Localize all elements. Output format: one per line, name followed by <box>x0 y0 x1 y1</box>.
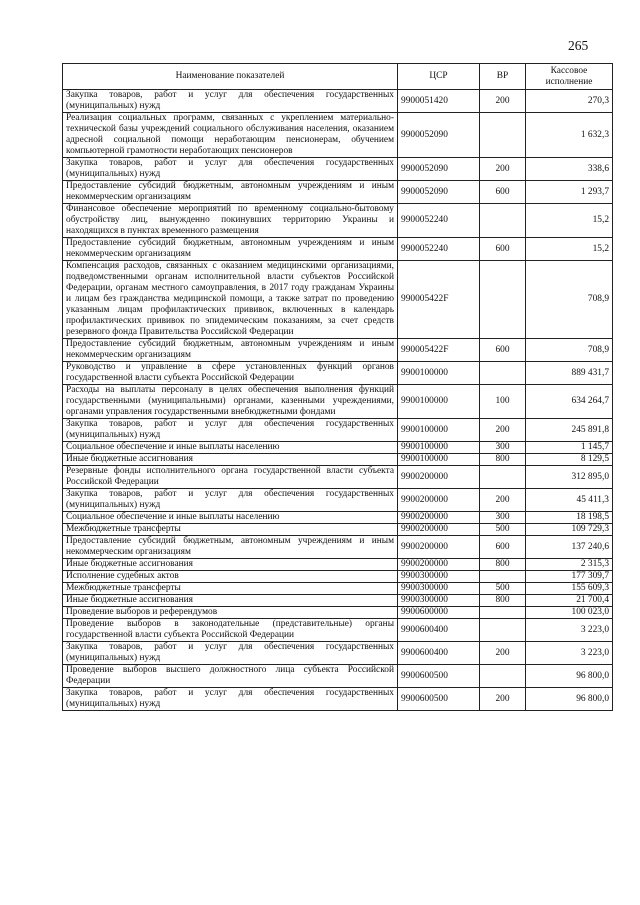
row-amount: 270,3 <box>526 90 613 113</box>
row-vr <box>480 607 526 619</box>
row-csr: 9900200000 <box>398 489 480 512</box>
row-amount: 1 145,7 <box>526 442 613 454</box>
row-amount: 245 891,8 <box>526 419 613 442</box>
page-number: 265 <box>568 38 589 53</box>
row-amount: 137 240,6 <box>526 536 613 559</box>
row-vr: 200 <box>480 90 526 113</box>
row-amount: 18 198,5 <box>526 512 613 524</box>
row-vr <box>480 665 526 688</box>
row-vr: 200 <box>480 158 526 181</box>
row-vr: 300 <box>480 512 526 524</box>
row-name: Иные бюджетные ассигнования <box>63 595 398 607</box>
row-csr: 9900300000 <box>398 583 480 595</box>
row-csr: 9900052090 <box>398 181 480 204</box>
table-row <box>63 524 613 536</box>
table-row <box>63 642 613 665</box>
row-vr: 200 <box>480 419 526 442</box>
row-vr: 100 <box>480 385 526 419</box>
row-csr: 9900200000 <box>398 466 480 489</box>
table-row <box>63 442 613 454</box>
row-amount: 312 895,0 <box>526 466 613 489</box>
table-row <box>63 385 613 419</box>
table-body <box>63 90 613 711</box>
table-row <box>63 158 613 181</box>
budget-execution-table <box>62 63 613 711</box>
table-row <box>63 181 613 204</box>
table-row <box>63 583 613 595</box>
row-csr: 9900600000 <box>398 607 480 619</box>
row-csr: 9900100000 <box>398 419 480 442</box>
row-name: Иные бюджетные ассигнования <box>63 559 398 571</box>
row-name: Предоставление субсидий бюджетным, автономным учреждениям и иным некоммерческим организациям <box>63 536 398 559</box>
table-row <box>63 362 613 385</box>
table-row <box>63 204 613 238</box>
row-vr: 800 <box>480 559 526 571</box>
row-csr: 9900052090 <box>398 113 480 158</box>
row-vr: 600 <box>480 181 526 204</box>
row-csr: 9900200000 <box>398 524 480 536</box>
row-name: Руководство и управление в сфере установленных функций органов государственной власти субъекта Российской Федерации <box>63 362 398 385</box>
row-name: Закупка товаров, работ и услуг для обеспечения государственных (муниципальных) нужд <box>63 489 398 512</box>
row-name: Социальное обеспечение и иные выплаты населению <box>63 442 398 454</box>
row-vr <box>480 113 526 158</box>
row-csr: 9900052240 <box>398 238 480 261</box>
row-csr: 9900100000 <box>398 385 480 419</box>
table-row <box>63 536 613 559</box>
table-row <box>63 466 613 489</box>
row-vr <box>480 362 526 385</box>
row-vr: 500 <box>480 524 526 536</box>
row-csr: 9900200000 <box>398 512 480 524</box>
table-row <box>63 665 613 688</box>
row-name: Реализация социальных программ, связанных с укреплением материально-технической базы учреждений социального обслуживания населения, оказанием адресной социальной помощи неработающим пенсионерам, обучением компьютерной грамотности неработающих пенсионеров <box>63 113 398 158</box>
row-vr: 800 <box>480 595 526 607</box>
row-name: Закупка товаров, работ и услуг для обеспечения государственных (муниципальных) нужд <box>63 90 398 113</box>
row-name: Закупка товаров, работ и услуг для обеспечения государственных (муниципальных) нужд <box>63 688 398 711</box>
row-amount: 155 609,3 <box>526 583 613 595</box>
row-amount: 96 800,0 <box>526 665 613 688</box>
row-name: Закупка товаров, работ и услуг для обеспечения государственных (муниципальных) нужд <box>63 419 398 442</box>
row-vr: 600 <box>480 238 526 261</box>
table-row <box>63 559 613 571</box>
row-amount: 45 411,3 <box>526 489 613 512</box>
table-row <box>63 571 613 583</box>
row-vr: 200 <box>480 642 526 665</box>
header-amount: Кассовое исполнение <box>526 64 613 90</box>
row-name: Финансовое обеспечение мероприятий по временному социально-бытовому обустройству лиц, вынужденно покинувших территорию Украины и находящихся в пунктах временного размещения <box>63 204 398 238</box>
row-amount: 21 700,4 <box>526 595 613 607</box>
row-csr: 9900052240 <box>398 204 480 238</box>
row-name: Межбюджетные трансферты <box>63 583 398 595</box>
row-name: Межбюджетные трансферты <box>63 524 398 536</box>
row-csr: 990005422F <box>398 339 480 362</box>
row-name: Предоставление субсидий бюджетным, автономным учреждениям и иным некоммерческим организациям <box>63 238 398 261</box>
row-csr: 9900600400 <box>398 619 480 642</box>
table-header-row <box>63 64 613 90</box>
row-amount: 109 729,3 <box>526 524 613 536</box>
table-row <box>63 688 613 711</box>
row-vr <box>480 571 526 583</box>
table-row <box>63 607 613 619</box>
row-name: Закупка товаров, работ и услуг для обеспечения государственных (муниципальных) нужд <box>63 158 398 181</box>
row-csr: 9900100000 <box>398 454 480 466</box>
row-amount: 15,2 <box>526 238 613 261</box>
table-row <box>63 595 613 607</box>
row-name: Предоставление субсидий бюджетным, автономным учреждениям и иным некоммерческим организациям <box>63 181 398 204</box>
row-amount: 1 293,7 <box>526 181 613 204</box>
row-vr: 800 <box>480 454 526 466</box>
row-name: Предоставление субсидий бюджетным, автономным учреждениям и иным некоммерческим организациям <box>63 339 398 362</box>
row-vr <box>480 619 526 642</box>
row-name: Проведение выборов высшего должностного лица субъекта Российской Федерации <box>63 665 398 688</box>
row-name: Расходы на выплаты персоналу в целях обеспечения выполнения функций государственными (муниципальными) органами, казенными учреждениями, органами управления государственными внебюджетными фондами <box>63 385 398 419</box>
header-csr: ЦСР <box>398 64 480 90</box>
row-amount: 1 632,3 <box>526 113 613 158</box>
row-amount: 708,9 <box>526 261 613 339</box>
row-amount: 3 223,0 <box>526 619 613 642</box>
row-csr: 9900200000 <box>398 559 480 571</box>
row-csr: 9900100000 <box>398 442 480 454</box>
row-vr: 200 <box>480 489 526 512</box>
row-vr <box>480 261 526 339</box>
row-amount: 3 223,0 <box>526 642 613 665</box>
table-row <box>63 454 613 466</box>
table-row <box>63 261 613 339</box>
row-amount: 634 264,7 <box>526 385 613 419</box>
row-amount: 100 023,0 <box>526 607 613 619</box>
row-amount: 8 129,5 <box>526 454 613 466</box>
row-vr: 300 <box>480 442 526 454</box>
header-vr: ВР <box>480 64 526 90</box>
row-name: Компенсация расходов, связанных с оказанием медицинскими организациями, подведомственными органам исполнительной власти субъектов Российской Федерации, органам местного самоуправления, в 2017 году гражданам Украины и лицам без гражданства медицинской помощи, а также затрат по проведению указанным лицам профилактических прививок, включенных в календарь профилактических прививок по эпидемическим показаниям, за счет средств резервного фонда Правительства Российской Федерации <box>63 261 398 339</box>
row-name: Закупка товаров, работ и услуг для обеспечения государственных (муниципальных) нужд <box>63 642 398 665</box>
row-vr: 600 <box>480 536 526 559</box>
header-name: Наименование показателей <box>63 64 398 90</box>
row-name: Исполнение судебных актов <box>63 571 398 583</box>
table-row <box>63 512 613 524</box>
row-amount: 96 800,0 <box>526 688 613 711</box>
row-amount: 2 315,3 <box>526 559 613 571</box>
row-csr: 9900600500 <box>398 688 480 711</box>
row-amount: 889 431,7 <box>526 362 613 385</box>
table-row <box>63 339 613 362</box>
row-csr: 9900300000 <box>398 595 480 607</box>
row-csr: 9900052090 <box>398 158 480 181</box>
row-csr: 9900200000 <box>398 536 480 559</box>
table-row <box>63 90 613 113</box>
table-row <box>63 489 613 512</box>
row-amount: 15,2 <box>526 204 613 238</box>
row-csr: 9900600400 <box>398 642 480 665</box>
row-amount: 708,9 <box>526 339 613 362</box>
row-amount: 338,6 <box>526 158 613 181</box>
row-vr <box>480 466 526 489</box>
row-vr: 500 <box>480 583 526 595</box>
row-csr: 9900600500 <box>398 665 480 688</box>
row-name: Социальное обеспечение и иные выплаты населению <box>63 512 398 524</box>
row-vr: 200 <box>480 688 526 711</box>
row-csr: 9900100000 <box>398 362 480 385</box>
row-csr: 9900051420 <box>398 90 480 113</box>
row-name: Проведение выборов и референдумов <box>63 607 398 619</box>
row-csr: 9900300000 <box>398 571 480 583</box>
table-row <box>63 619 613 642</box>
table-row <box>63 419 613 442</box>
row-vr <box>480 204 526 238</box>
row-amount: 177 309,7 <box>526 571 613 583</box>
row-name: Иные бюджетные ассигнования <box>63 454 398 466</box>
row-csr: 990005422F <box>398 261 480 339</box>
row-name: Резервные фонды исполнительного органа государственной власти субъекта Российской Федерации <box>63 466 398 489</box>
row-name: Проведение выборов в законодательные (представительные) органы государственной власти субъекта Российской Федерации <box>63 619 398 642</box>
table-row <box>63 113 613 158</box>
row-vr: 600 <box>480 339 526 362</box>
table-row <box>63 238 613 261</box>
